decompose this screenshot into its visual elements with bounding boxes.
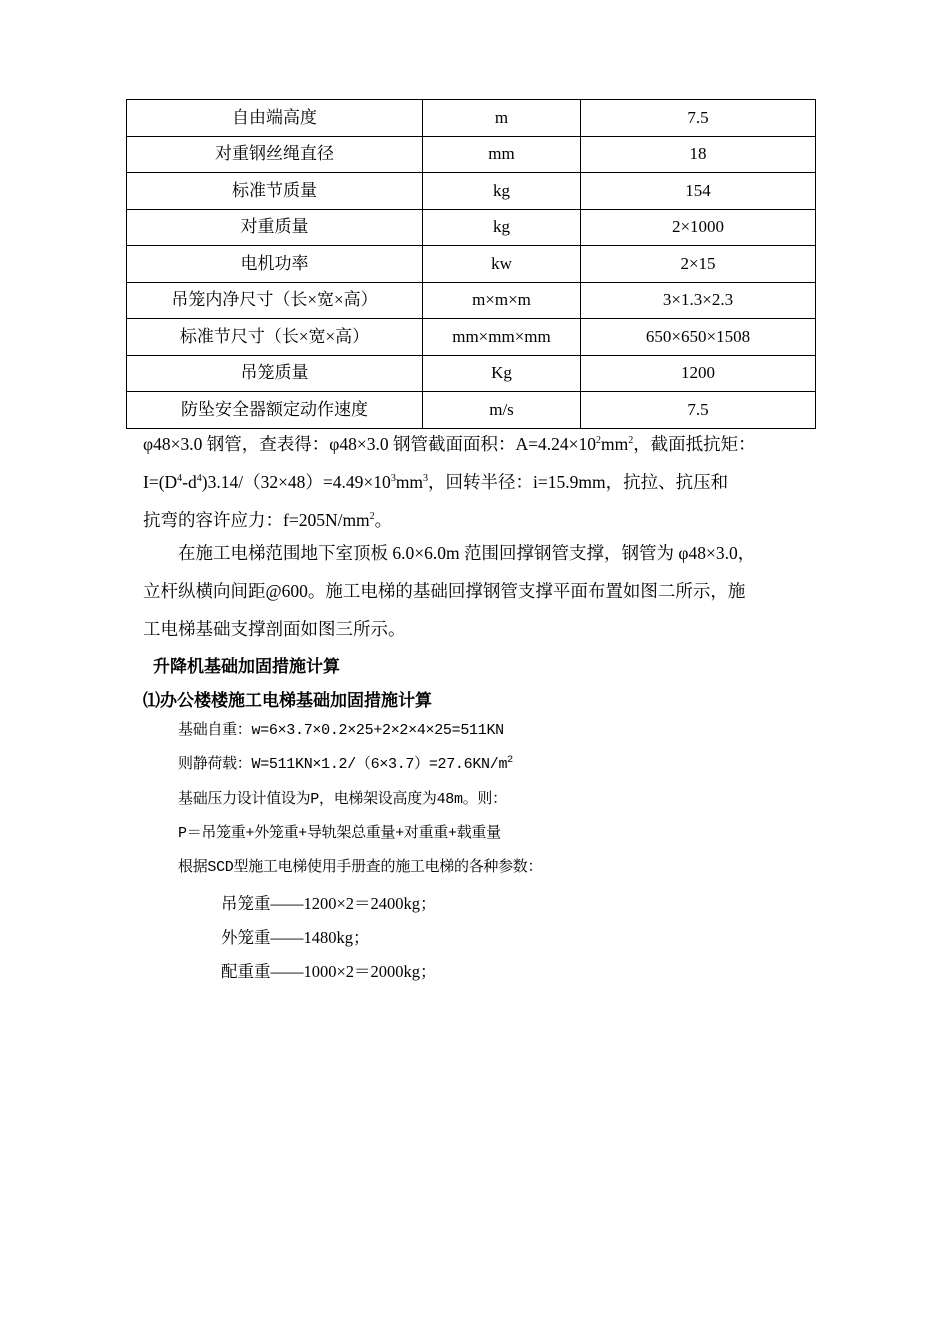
steel-line-3: 抗弯的容许应力：$f=205N/mm^2$。 bbox=[143, 510, 393, 530]
table-cell-value: 2×15 bbox=[581, 246, 816, 283]
support-paragraph bbox=[143, 534, 815, 648]
table-cell-value: 1200 bbox=[581, 355, 816, 392]
table-cell-name: 自由端高度 bbox=[127, 100, 423, 137]
table-cell-value: 18 bbox=[581, 136, 816, 173]
table-cell-unit: m/s bbox=[423, 392, 581, 429]
table-cell-unit: kw bbox=[423, 246, 581, 283]
table-row bbox=[127, 319, 816, 356]
steel-line-2: $I=(D^4-d^4)3.14/(32\times 48)=4.49\times 10^3mm^3$，回转半径：i=15.9mm，抗拉、抗压和 bbox=[143, 472, 729, 492]
formula-line: P＝吊笼重+外笼重+导轨架总重量+对重重+载重量 bbox=[178, 825, 501, 842]
table-cell-unit: kg bbox=[423, 209, 581, 246]
table-row bbox=[127, 209, 816, 246]
table-row bbox=[127, 100, 816, 137]
table-cell-value: 650×650×1508 bbox=[581, 319, 816, 356]
pressure-line: 基础压力设计值设为P，电梯架设高度为48m。则： bbox=[178, 791, 507, 808]
table-cell-value: 7.5 bbox=[581, 100, 816, 137]
table-cell-value: 7.5 bbox=[581, 392, 816, 429]
support-line-2: 立杆纵横向间距@600。施工电梯的基础回撑钢管支撑平面布置如图二所示，施 bbox=[143, 581, 746, 601]
table-row bbox=[127, 392, 816, 429]
parameters-table bbox=[126, 99, 816, 429]
table-cell-unit: Kg bbox=[423, 355, 581, 392]
table-row bbox=[127, 246, 816, 283]
table-cell-name: 对重钢丝绳直径 bbox=[127, 136, 423, 173]
section-heading: 升降机基础加固措施计算 bbox=[153, 657, 340, 677]
table-cell-name: 吊笼内净尺寸（长×宽×高） bbox=[127, 282, 423, 319]
subsection-heading: ⑴办公楼楼施工电梯基础加固措施计算 bbox=[143, 691, 432, 711]
table-cell-name: 电机功率 bbox=[127, 246, 423, 283]
steel-pipe-paragraph bbox=[143, 425, 815, 539]
table-cell-name: 防坠安全器额定动作速度 bbox=[127, 392, 423, 429]
parameters-table-body bbox=[127, 100, 816, 429]
table-row bbox=[127, 355, 816, 392]
table-cell-value: 154 bbox=[581, 173, 816, 210]
table-row bbox=[127, 136, 816, 173]
support-line-3: 工电梯基础支撑剖面如图三所示。 bbox=[143, 619, 406, 639]
counterweight-line: 配重重——1000×2＝2000kg； bbox=[221, 962, 437, 981]
table-row bbox=[127, 173, 816, 210]
table-cell-name: 吊笼质量 bbox=[127, 355, 423, 392]
self-weight-line: 基础自重：w=6×3.7×0.2×25+2×2×4×25=511KN bbox=[178, 722, 504, 739]
table-cell-unit: m bbox=[423, 100, 581, 137]
manual-line: 根据SCD型施工电梯使用手册查的施工电梯的各种参数： bbox=[178, 859, 543, 876]
static-load-line: 则静荷载：$W=511KN\times 1.2/(6\times 3.7)=27.6KN/m^2$ bbox=[178, 755, 513, 773]
table-cell-unit: mm×mm×mm bbox=[423, 319, 581, 356]
table-cell-name: 标准节尺寸（长×宽×高） bbox=[127, 319, 423, 356]
table-cell-unit: m×m×m bbox=[423, 282, 581, 319]
cage-weight-line: 吊笼重——1200×2＝2400kg； bbox=[221, 894, 437, 913]
steel-line-1: φ48×3.0 钢管，查表得：φ48×3.0 钢管截面面积：$A=4.24\times 10^2mm^2$，截面抵抗矩： bbox=[143, 434, 756, 454]
table-cell-unit: kg bbox=[423, 173, 581, 210]
table-cell-value: 2×1000 bbox=[581, 209, 816, 246]
support-line-1: 在施工电梯范围地下室顶板 6.0×6.0m 范围回撑钢管支撑，钢管为 φ48×3.0， bbox=[178, 543, 756, 563]
table-cell-unit: mm bbox=[423, 136, 581, 173]
table-cell-value: 3×1.3×2.3 bbox=[581, 282, 816, 319]
outer-cage-weight-line: 外笼重——1480kg； bbox=[221, 928, 370, 947]
table-row bbox=[127, 282, 816, 319]
table-cell-name: 标准节质量 bbox=[127, 173, 423, 210]
table-cell-name: 对重质量 bbox=[127, 209, 423, 246]
